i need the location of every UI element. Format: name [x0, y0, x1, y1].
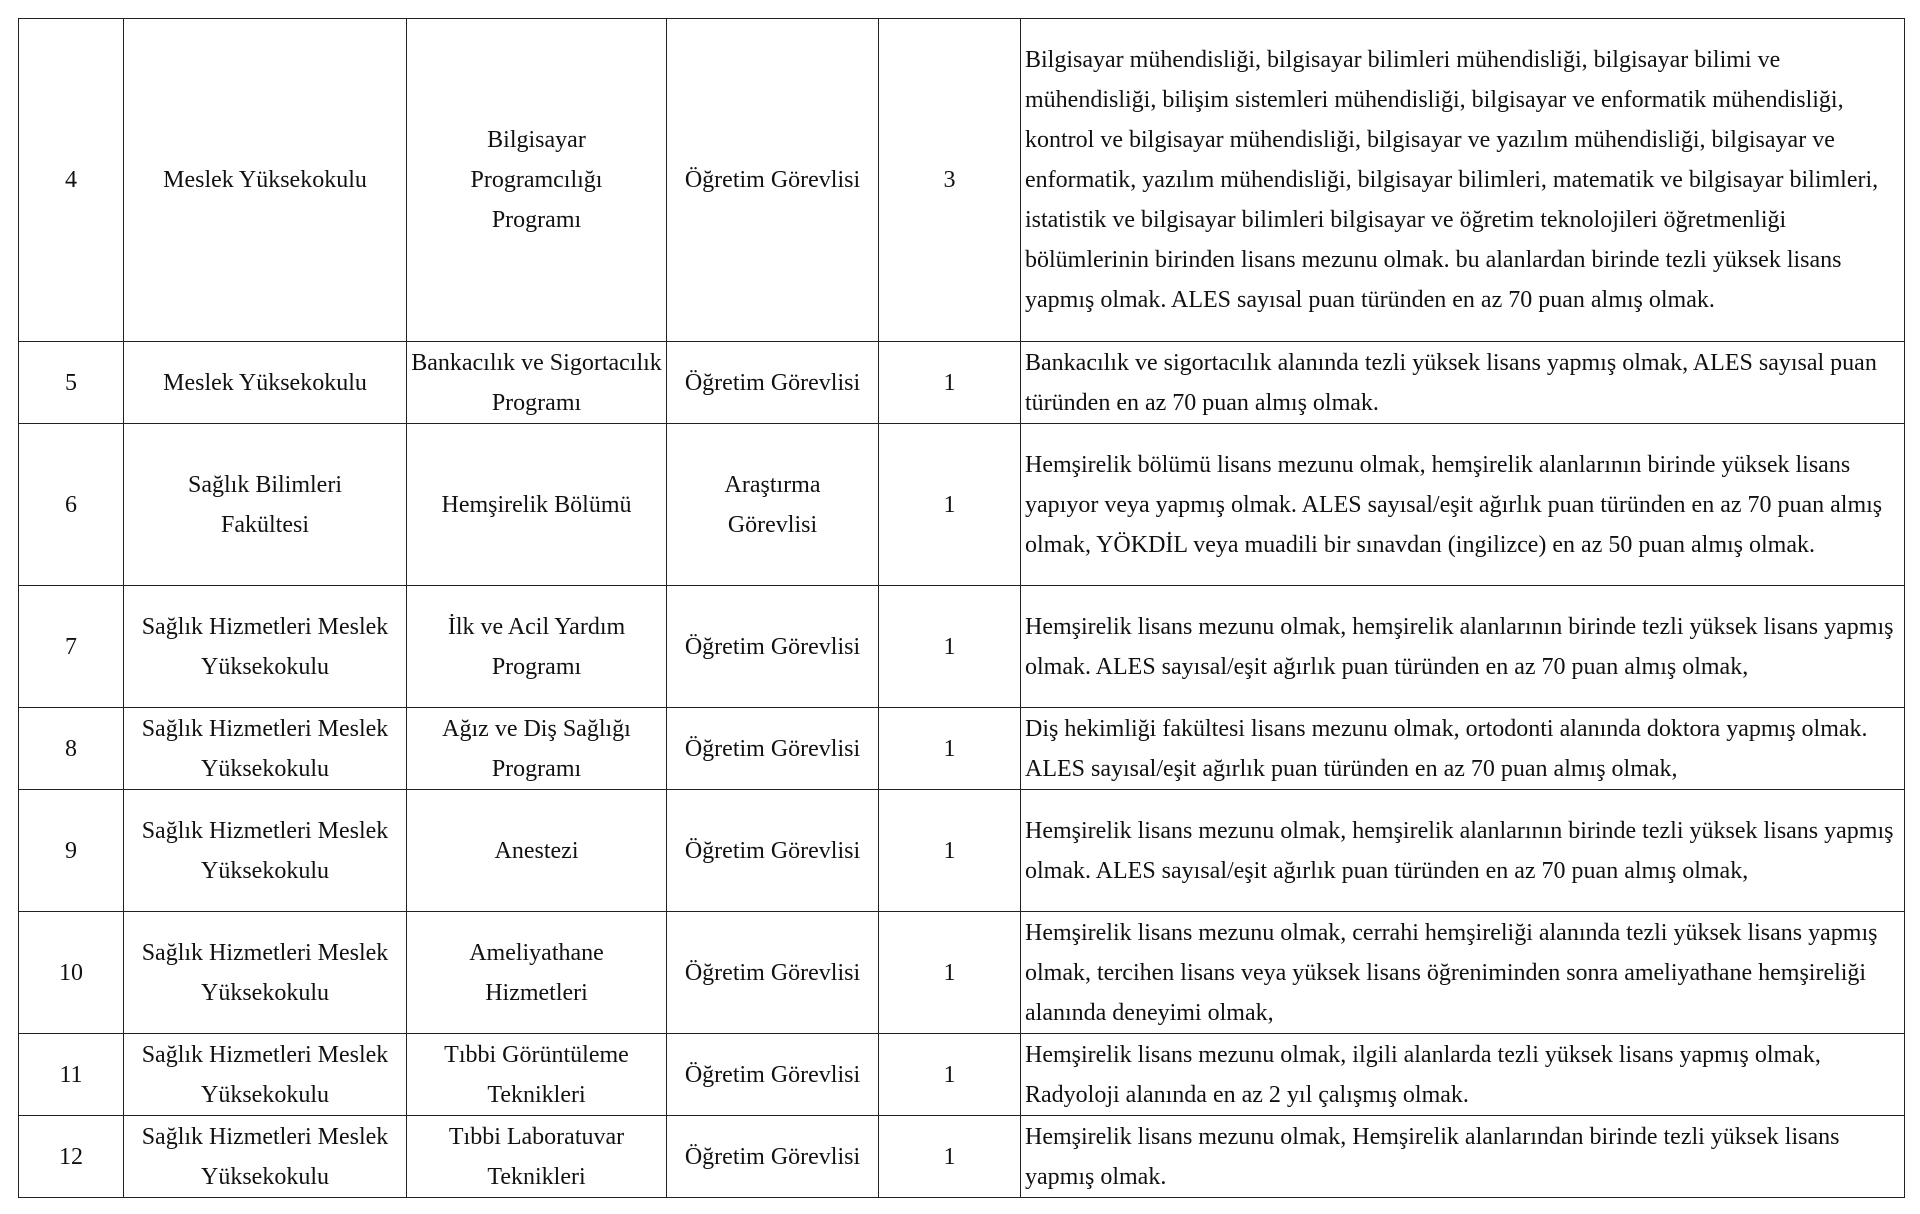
count-cell: 1: [879, 424, 1021, 586]
table-row: [19, 19, 1905, 342]
count-cell: 1: [879, 1034, 1021, 1116]
title-cell: Araştırma Görevlisi: [667, 424, 879, 586]
table-row: [19, 708, 1905, 790]
program-cell: İlk ve Acil Yardım Programı: [407, 586, 667, 708]
row-number: 4: [19, 19, 124, 342]
requirements-cell: Hemşirelik lisans mezunu olmak, Hemşirelik alanlarından birinde tezli yüksek lisans yapmış olmak.: [1021, 1116, 1905, 1198]
title-cell: Öğretim Görevlisi: [667, 790, 879, 912]
requirements-cell: Hemşirelik bölümü lisans mezunu olmak, hemşirelik alanlarının birinde yüksek lisans yapıyor veya yapmış olmak. ALES sayısal/eşit ağırlık puan türünden en az 70 puan almış olmak, YÖKDİL veya muadili bir sınavdan (ingilizce) en az 50 puan almış olmak.: [1021, 424, 1905, 586]
unit-cell: Sağlık Hizmetleri Meslek Yüksekokulu: [124, 790, 407, 912]
positions-table: [18, 18, 1905, 1198]
program-cell: Bilgisayar Programcılığı Programı: [407, 19, 667, 342]
title-cell: Öğretim Görevlisi: [667, 708, 879, 790]
row-number: 7: [19, 586, 124, 708]
unit-cell: Sağlık Hizmetleri Meslek Yüksekokulu: [124, 912, 407, 1034]
table-row: [19, 342, 1905, 424]
program-cell: Bankacılık ve Sigortacılık Programı: [407, 342, 667, 424]
table-row: [19, 912, 1905, 1034]
table-row: [19, 790, 1905, 912]
title-cell: Öğretim Görevlisi: [667, 586, 879, 708]
program-cell: Hemşirelik Bölümü: [407, 424, 667, 586]
program-cell: Tıbbi Görüntüleme Teknikleri: [407, 1034, 667, 1116]
unit-cell: Sağlık Hizmetleri Meslek Yüksekokulu: [124, 586, 407, 708]
program-cell: Anestezi: [407, 790, 667, 912]
program-cell: Ameliyathane Hizmetleri: [407, 912, 667, 1034]
row-number: 10: [19, 912, 124, 1034]
title-cell: Öğretim Görevlisi: [667, 1116, 879, 1198]
table-row: [19, 586, 1905, 708]
title-cell: Öğretim Görevlisi: [667, 1034, 879, 1116]
requirements-cell: Diş hekimliği fakültesi lisans mezunu olmak, ortodonti alanında doktora yapmış olmak. ALES sayısal/eşit ağırlık puan türünden en az 70 puan almış olmak,: [1021, 708, 1905, 790]
unit-cell: Sağlık Bilimleri Fakültesi: [124, 424, 407, 586]
unit-cell: Meslek Yüksekokulu: [124, 342, 407, 424]
requirements-cell: Bankacılık ve sigortacılık alanında tezli yüksek lisans yapmış olmak, ALES sayısal puan türünden en az 70 puan almış olmak.: [1021, 342, 1905, 424]
unit-cell: Sağlık Hizmetleri Meslek Yüksekokulu: [124, 708, 407, 790]
title-cell: Öğretim Görevlisi: [667, 342, 879, 424]
requirements-cell: Hemşirelik lisans mezunu olmak, ilgili alanlarda tezli yüksek lisans yapmış olmak, Radyoloji alanında en az 2 yıl çalışmış olmak.: [1021, 1034, 1905, 1116]
count-cell: 1: [879, 586, 1021, 708]
count-cell: 1: [879, 1116, 1021, 1198]
program-cell: Tıbbi Laboratuvar Teknikleri: [407, 1116, 667, 1198]
table-row: [19, 1116, 1905, 1198]
count-cell: 3: [879, 19, 1021, 342]
requirements-cell: Hemşirelik lisans mezunu olmak, hemşirelik alanlarının birinde tezli yüksek lisans yapmış olmak. ALES sayısal/eşit ağırlık puan türünden en az 70 puan almış olmak,: [1021, 790, 1905, 912]
requirements-cell: Hemşirelik lisans mezunu olmak, cerrahi hemşireliği alanında tezli yüksek lisans yapmış olmak, tercihen lisans veya yüksek lisans öğreniminden sonra ameliyathane hemşireliği alanında deneyimi olmak,: [1021, 912, 1905, 1034]
unit-cell: Sağlık Hizmetleri Meslek Yüksekokulu: [124, 1034, 407, 1116]
count-cell: 1: [879, 912, 1021, 1034]
row-number: 5: [19, 342, 124, 424]
unit-cell: Meslek Yüksekokulu: [124, 19, 407, 342]
row-number: 12: [19, 1116, 124, 1198]
table-row: [19, 1034, 1905, 1116]
count-cell: 1: [879, 708, 1021, 790]
title-cell: Öğretim Görevlisi: [667, 912, 879, 1034]
row-number: 11: [19, 1034, 124, 1116]
row-number: 9: [19, 790, 124, 912]
table-row: [19, 424, 1905, 586]
unit-cell: Sağlık Hizmetleri Meslek Yüksekokulu: [124, 1116, 407, 1198]
row-number: 8: [19, 708, 124, 790]
requirements-cell: Bilgisayar mühendisliği, bilgisayar bilimleri mühendisliği, bilgisayar bilimi ve mühendisliği, bilişim sistemleri mühendisliği, bilgisayar ve enformatik mühendisliği, kontrol ve bilgisayar mühendisliği, bilgisayar ve yazılım mühendisliği, bilgisayar ve enformatik, yazılım mühendisliği, bilgisayar bilimleri, matematik ve bilgisayar bilimleri, istatistik ve bilgisayar bilimleri bilgisayar ve öğretim teknolojileri öğretmenliği bölümlerinin birinden lisans mezunu olmak. bu alanlardan birinde tezli yüksek lisans yapmış olmak. ALES sayısal puan türünden en az 70 puan almış olmak.: [1021, 19, 1905, 342]
requirements-cell: Hemşirelik lisans mezunu olmak, hemşirelik alanlarının birinde tezli yüksek lisans yapmış olmak. ALES sayısal/eşit ağırlık puan türünden en az 70 puan almış olmak,: [1021, 586, 1905, 708]
count-cell: 1: [879, 790, 1021, 912]
row-number: 6: [19, 424, 124, 586]
title-cell: Öğretim Görevlisi: [667, 19, 879, 342]
count-cell: 1: [879, 342, 1021, 424]
program-cell: Ağız ve Diş Sağlığı Programı: [407, 708, 667, 790]
